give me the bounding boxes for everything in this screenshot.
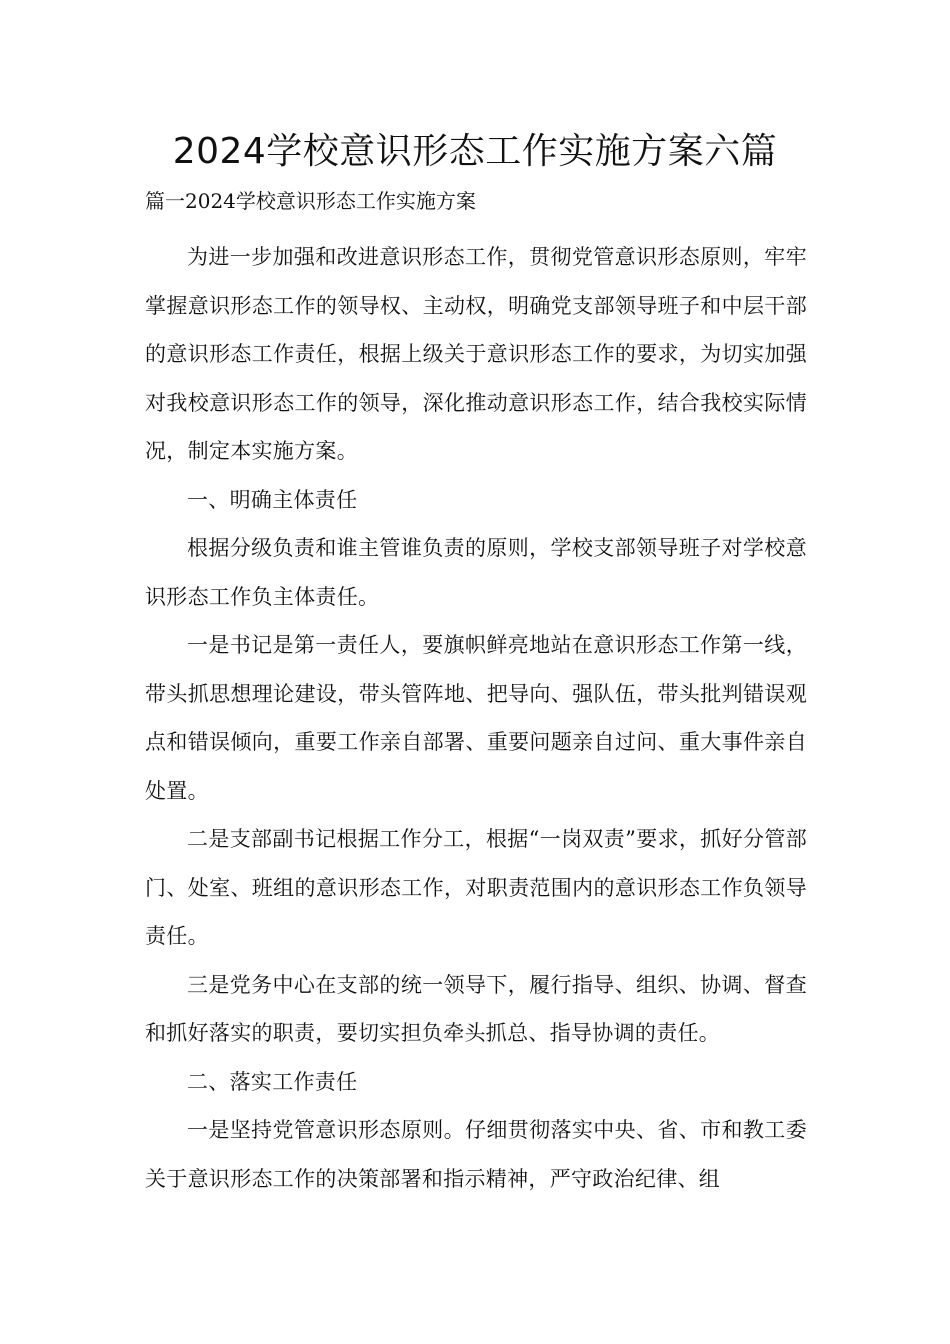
body-paragraph: 一是坚持党管意识形态原则。仔细贯彻落实中央、省、市和教工委关于意识形态工作的决策部署和指示精神，严守政治纪律、组: [145, 1118, 807, 1191]
body-paragraph: 三是党务中心在支部的统一领导下，履行指导、组织、协调、督查和抓好落实的职责，要切实担负牵头抓总、指导协调的责任。: [145, 972, 807, 1045]
body-paragraph: 根据分级负责和谁主管谁负责的原则，学校支部领导班子对学校意识形态工作负主体责任。: [145, 536, 807, 609]
document-subtitle: 篇一2024学校意识形态工作实施方案: [145, 189, 476, 213]
body-paragraph: 二是支部副书记根据工作分工，根据“一岗双责”要求，抓好分管部门、处室、班组的意识形态工作，对职责范围内的意识形态工作负领导责任。: [145, 827, 807, 948]
intro-paragraph: 为进一步加强和改进意识形态工作，贯彻党管意识形态原则，牢牢掌握意识形态工作的领导权、主动权，明确党支部领导班子和中层干部的意识形态工作责任，根据上级关于意识形态工作的要求，为切实加强对我校意识形态工作的领导，深化推动意识形态工作，结合我校实际情况，制定本实施方案。: [145, 245, 807, 463]
section-heading-1: 一、明确主体责任: [187, 487, 358, 512]
section-heading-2: 二、落实工作责任: [187, 1069, 358, 1094]
document-body: [145, 233, 807, 1203]
document-title: 2024学校意识形态工作实施方案六篇: [172, 131, 778, 172]
body-paragraph: 一是书记是第一责任人，要旗帜鲜亮地站在意识形态工作第一线，带头抓思想理论建设，带头管阵地、把导向、强队伍，带头批判错误观点和错误倾向，重要工作亲自部署、重要问题亲自过问、重大事件亲自处置。: [145, 633, 807, 803]
